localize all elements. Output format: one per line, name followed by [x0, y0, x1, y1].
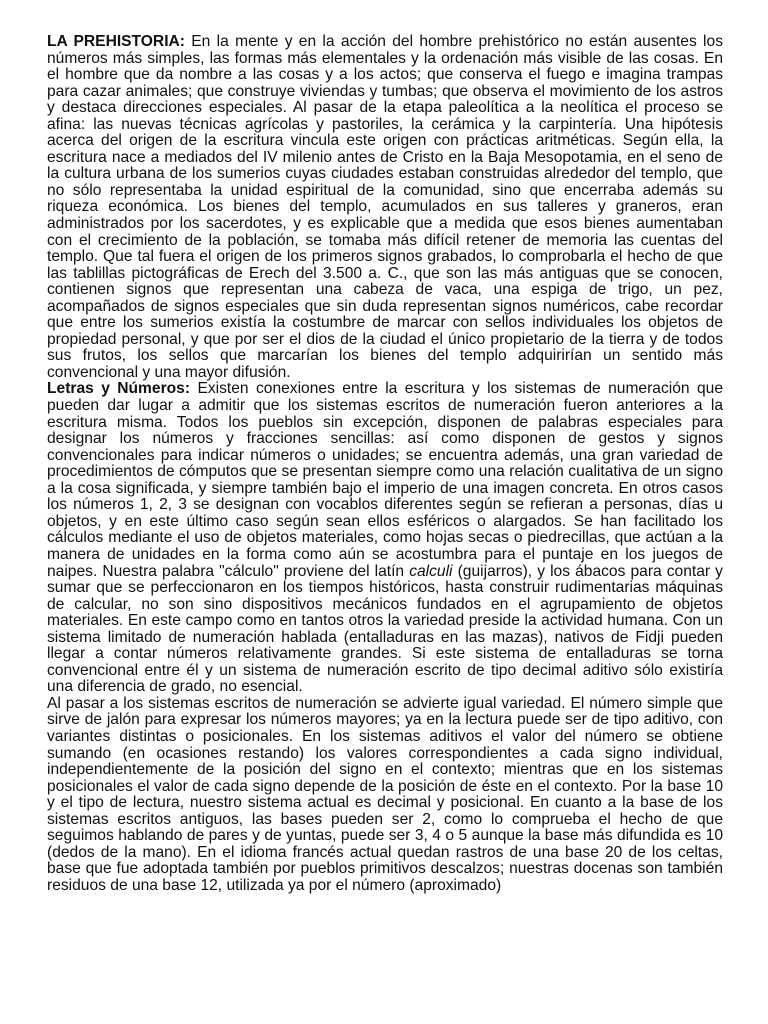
paragraph-text-letras-numeros-part1: Existen conexiones entre la escritura y los sistemas de numeración que pueden dar lugar a admitir que los sistemas escritos de numeración fueron anteriores a la escritura misma. Todos los pueblos sin excepción, disponen de palabras especiales para designar los números y fracciones sencillas: así como disponen de gestos y signos convencionales para indicar números o unidades; se encuentra además, una gran variedad de procedimientos de cómputos que se presentan siempre como una relación cualitativa de un signo a la cosa significada, y siempre también bajo el imperio de una imagen concreta. En otros casos los números 1, 2, 3 se designan con vocablos diferentes según se refieran a personas, días u objetos, y en este último caso según sean ellos esféricos o alargados. Se han facilitado los cálculos mediante el uso de objetos materiales, como hojas secas o piedrecillas, que actúan a la manera de unidades en la forma como aún se acostumbra para el puntaje en los juegos de naipes. Nuestra palabra "cálculo" proviene del latín: [47, 380, 723, 580]
paragraph-sistemas-escritos: [47, 696, 723, 895]
paragraph-text-prehistoria: En la mente y en la acción del hombre prehistórico no están ausentes los números más simples, las formas más elementales y la ordenación más visible de las cosas. En el hombre que da nombre a las cosas y a los actos; que conserva el fuego e imagina trampas para cazar animales; que construye viviendas y tumbas; que observa el movimiento de los astros y destaca direcciones especiales. Al pasar de la etapa paleolítica a la neolítica el proceso se afina: las nuevas técnicas agrícolas y pastoriles, la cerámica y la carpintería. Una hipótesis acerca del origen de la escritura vincula este origen con prácticas aritméticas. Según ella, la escritura nace a mediados del IV milenio antes de Cristo en la Baja Mesopotamia, en el seno de la cultura urbana de los sumerios cuyas ciudades estaban construidas alrededor del templo, que no sólo representaba la unidad espiritual de la comunidad, sino que encerraba además su riqueza económica. Los bienes del templo, acumulados en sus talleres y graneros, eran administrados por los sacerdotes, y es explicable que a medida que esos bienes aumentaban con el crecimiento de la población, se tomaba más difícil retener de memoria las cuentas del templo. Que tal fuera el origen de los primeros signos grabados, lo comprobarla el hecho de que las tablillas pictográficas de Erech del 3.500 a. C., que son las más antiguas que se conocen, contienen signos que representan una cabeza de vaca, una espiga de trigo, un pez, acompañados de signos especiales que sin duda representan signos numéricos, cabe recordar que entre los sumerios existía la costumbre de marcar con sellos individuales los objetos de propiedad personal, y que por ser el dios de la ciudad el único propietario de la tierra y de todos sus frutos, los sellos que marcarían los bienes del templo adquirirían un sentido más convencional y una mayor difusión.: [47, 33, 723, 381]
paragraph-letras-numeros: [47, 381, 723, 695]
paragraph-text-sistemas-escritos: Al pasar a los sistemas escritos de numeración se advierte igual variedad. El número simple que sirve de jalón para expresar los números mayores; ya en la lectura puede ser de tipo aditivo, con variantes distintas o posicionales. En los sistemas aditivos el valor del número se obtiene sumando (en ocasiones restando) los valores correspondientes a cada signo individual, independientemente de la posición del signo en el contexto; mientras que en los sistemas posicionales el valor de cada signo depende de la posición de éste en el contexto. Por la base 10 y el tipo de lectura, nuestro sistema actual es decimal y posicional. En cuanto a la base de los sistemas escritos antiguos, las bases pueden ser 2, como lo comprueba el hecho de que seguimos hablando de pares y de yuntas, puede ser 3, 4 o 5 aunque la base más difundida es 10 (dedos de la mano). En el idioma francés actual quedan rastros de una base 20 de los celtas, base que fue adoptada también por pueblos primitivos descalzos; nuestras docenas son también residuos de una base 12, utilizada ya por el número (aproximado): [47, 694, 723, 894]
paragraph-prehistoria: [47, 34, 723, 381]
paragraph-text-letras-numeros-part2: (guijarros), y los ábacos para contar y sumar que se perfeccionaron en los tiempos históricos, hasta construir rudimentarias máquinas de calcular, no son sino dispositivos mecánicos fundados en el agrupamiento de objetos materiales. En este campo como en tantos otros la variedad preside la actividad humana. Con un sistema limitado de numeración hablada (entalladuras en las mazas), nativos de Fidji pueden llegar a contar números relativamente grandes. Si este sistema de entalladuras se torna convencional entre él y un sistema de numeración escrito de tipo decimal aditivo sólo existiría una diferencia de grado, no esencial.: [47, 562, 723, 696]
section-heading-prehistoria: LA PREHISTORIA:: [47, 33, 185, 50]
section-heading-letras-numeros: Letras y Números:: [47, 380, 191, 398]
italic-term-calculi: calculi: [409, 562, 453, 580]
document-page: [47, 34, 723, 894]
